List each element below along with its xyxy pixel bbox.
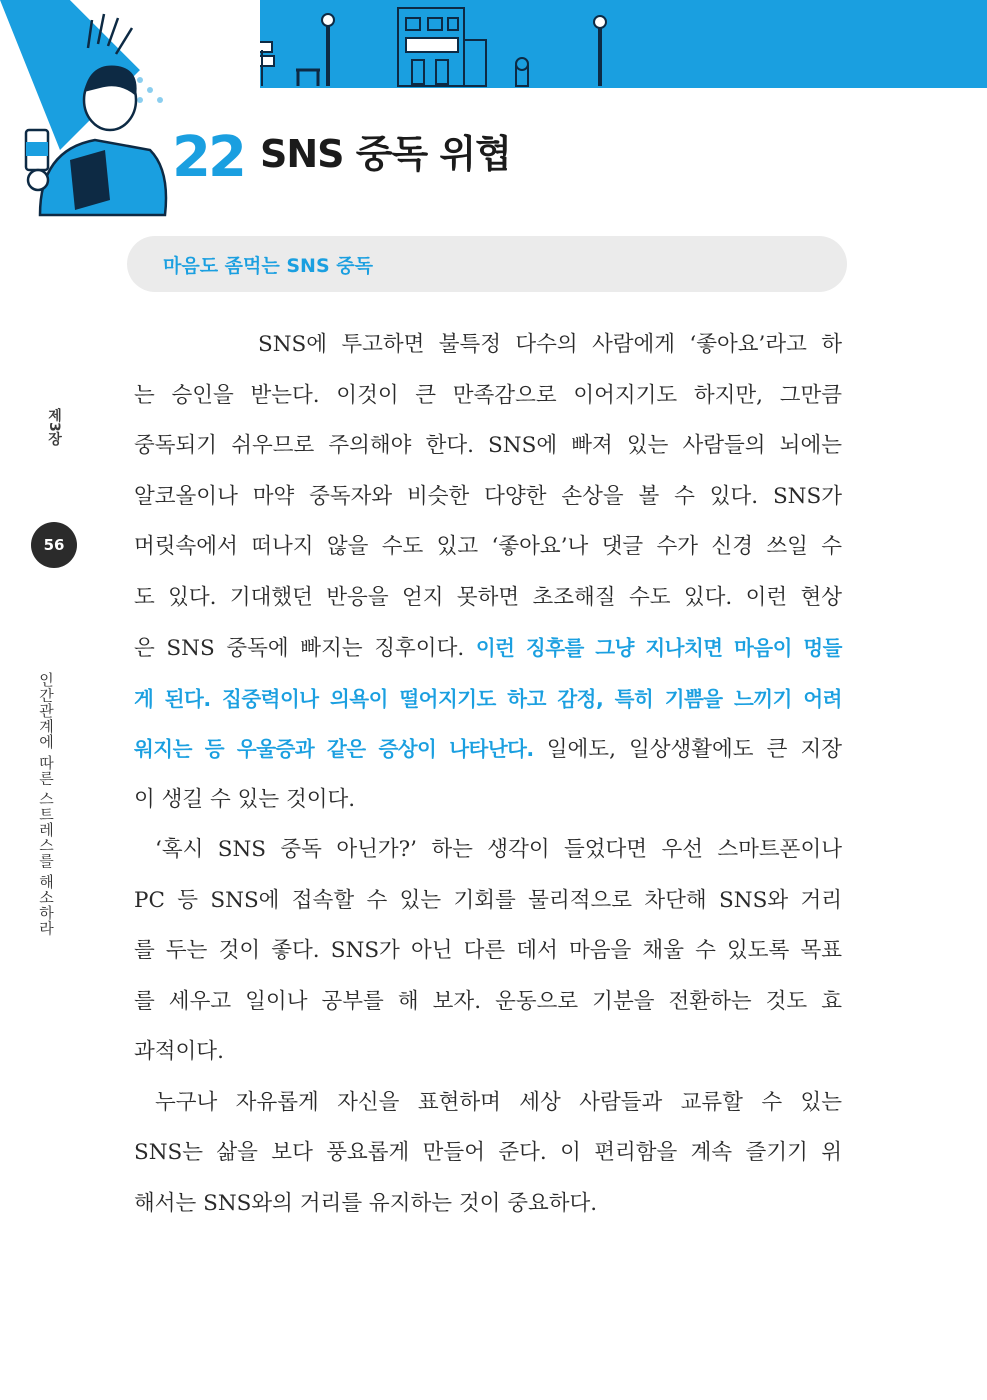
text-line: 도 있다. 기대했던 반응을 얻지 못하면 초조해질 수도 있다. 이런 현상 <box>134 584 842 610</box>
text-segment: 은 SNS 중독에 빠지는 징후이다. <box>134 636 476 661</box>
chapter-label: 제3장 <box>46 408 62 446</box>
subtitle: 마음도 좀먹는 SNS 중독 <box>163 255 373 277</box>
text-line: 는 승인을 받는다. 이것이 큰 만족감으로 이어지기도 하지만, 그만큼 <box>134 382 842 408</box>
text-line: 알코올이나 마약 중독자와 비슷한 다양한 손상을 볼 수 있다. SNS가 <box>134 483 842 509</box>
body-text <box>134 320 842 1229</box>
highlight-text: 워지는 등 우울증과 같은 증상이 나타난다. <box>134 737 534 761</box>
text-line <box>134 623 842 674</box>
text-line: 과적이다. <box>134 1039 224 1064</box>
subtitle-bar <box>127 236 847 292</box>
page-title: SNS 중독 위협 <box>260 132 511 176</box>
text-line: 머릿속에서 떠나지 않을 수도 있고 ‘좋아요’나 댓글 수가 신경 쓰일 수 <box>134 534 842 559</box>
text-line: 누구나 자유롭게 자신을 표현하며 세상 사람들과 교류할 수 있는 <box>155 1089 842 1115</box>
text-line: PC 등 SNS에 접속할 수 있는 기회를 물리적으로 차단해 SNS와 거리 <box>134 887 842 913</box>
running-title: 인간관계에 따른 스트레스를 해소하라 <box>37 672 55 936</box>
text-line: SNS에 투고하면 불특정 다수의 사람에게 ‘좋아요’라고 하 <box>258 332 842 357</box>
highlight-text: 이런 징후를 그냥 지나치면 마음이 멍들 <box>475 636 842 660</box>
text-line: 중독되기 쉬우므로 주의해야 한다. SNS에 빠져 있는 사람들의 뇌에는 <box>134 433 842 458</box>
text-line: SNS는 삶을 보다 풍요롭게 만들어 준다. 이 편리함을 계속 즐기기 위 <box>134 1140 842 1165</box>
text-segment: 일에도, 일상생활에도 큰 지장 <box>533 737 842 762</box>
highlight-text: 게 된다. 집중력이나 의욕이 떨어지기도 하고 감정, 특히 기쁨을 느끼기 어려 <box>134 686 842 711</box>
text-line: 이 생길 수 있는 것이다. <box>134 786 356 812</box>
section-number: 22 <box>172 125 244 190</box>
text-line: 를 세우고 일이나 공부를 해 보자. 운동으로 기분을 전환하는 것도 효 <box>134 988 842 1014</box>
reading-person-illustration <box>0 0 260 240</box>
text-line: 해서는 SNS와의 거리를 유지하는 것이 중요하다. <box>134 1190 598 1216</box>
text-line: ‘혹시 SNS 중독 아닌가?’ 하는 생각이 들었다면 우선 스마트폰이나 <box>155 837 842 862</box>
text-line <box>134 724 842 775</box>
page-number-badge: 56 <box>31 522 77 568</box>
text-line: 를 두는 것이 좋다. SNS가 아닌 다른 데서 마음을 채울 수 있도록 목표 <box>134 938 842 963</box>
